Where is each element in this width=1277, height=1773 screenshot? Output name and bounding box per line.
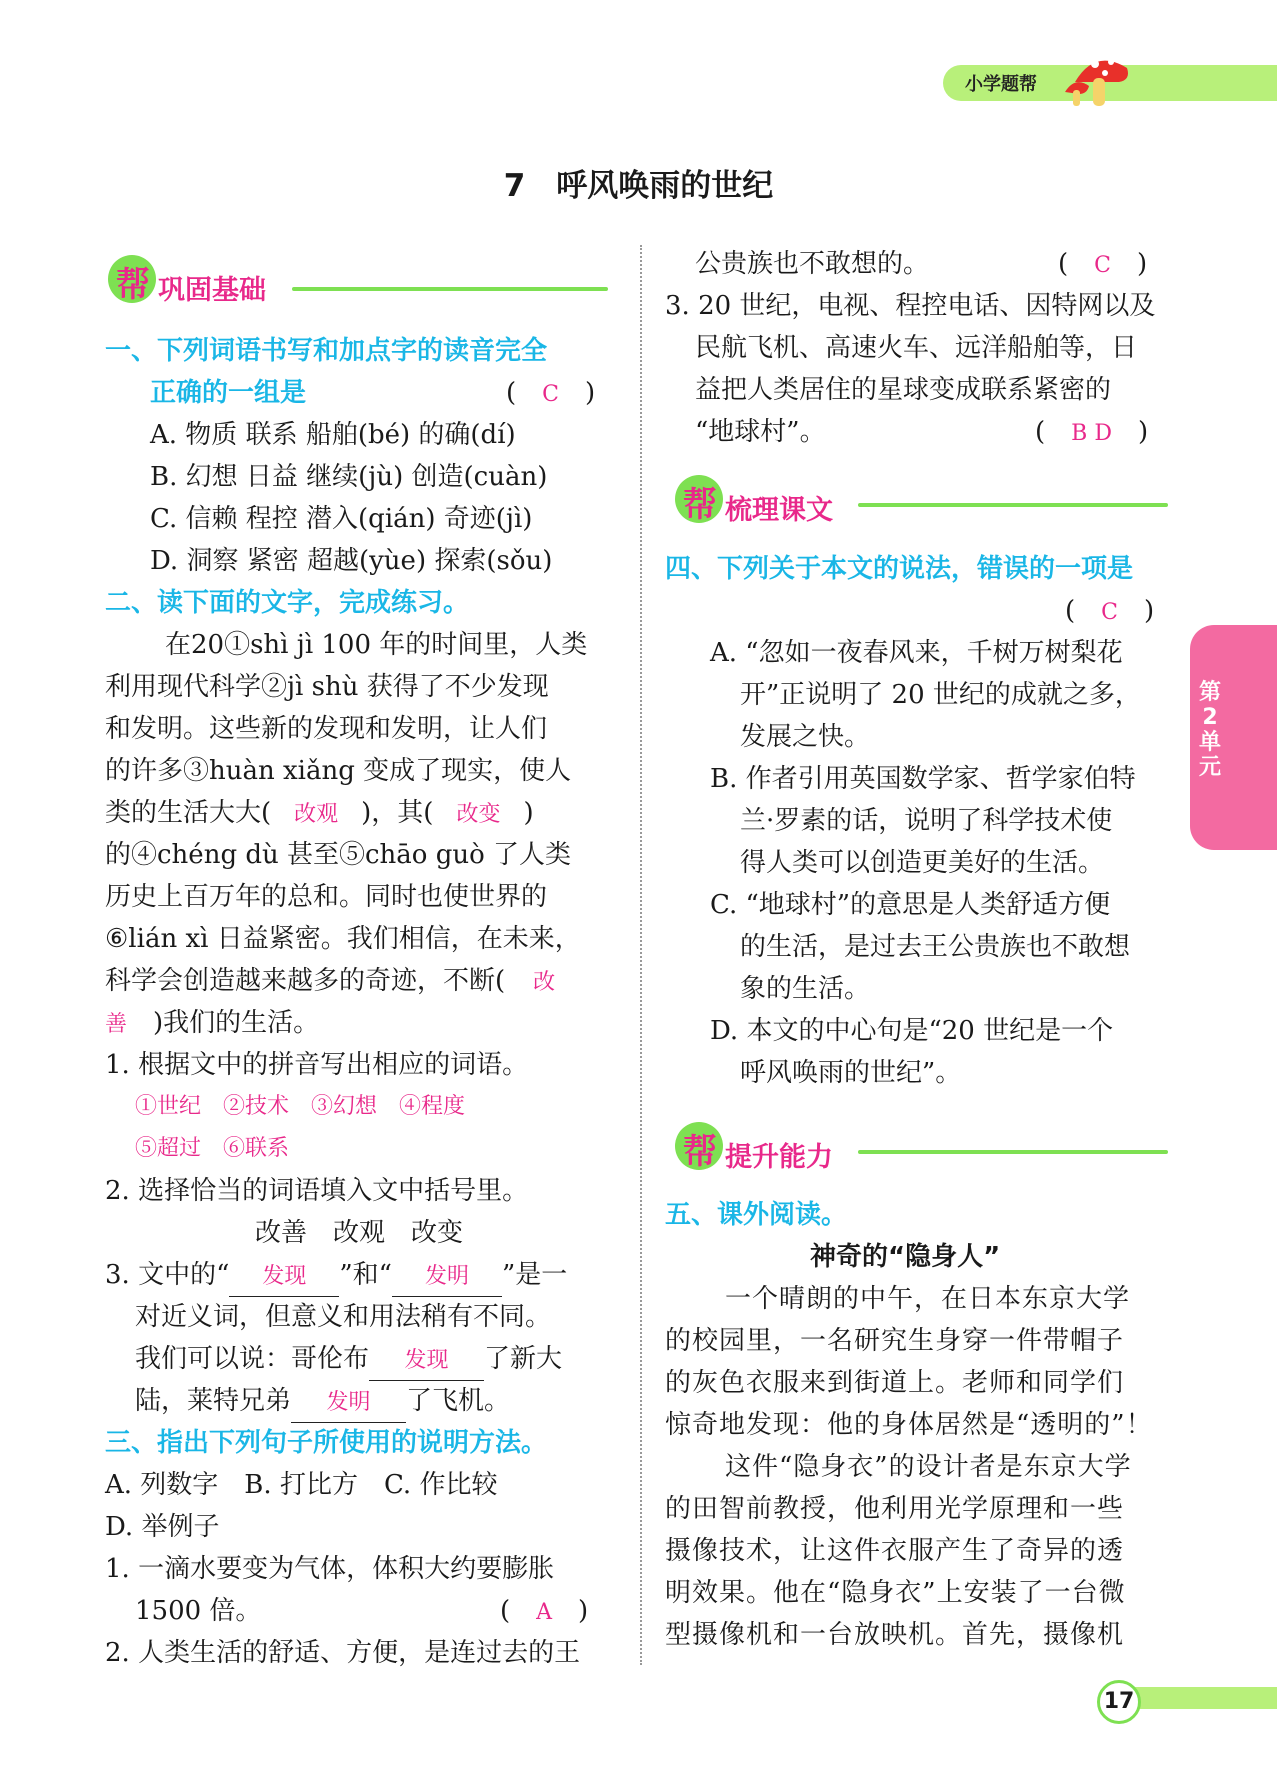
q2-sub3-line: 对近义词，但意义和用法稍有不同。 — [135, 1302, 552, 1332]
reading-line: 这件“隐身衣”的设计者是东京大学 — [725, 1452, 1132, 1482]
answer-paren: ( A ) — [500, 1596, 589, 1626]
q2-sub3-line: 陆，莱特兄弟 发明 了飞机。 — [135, 1382, 510, 1423]
q3-item: 公贵族也不敢想的。 — [695, 249, 930, 279]
q4-option: 呼风唤雨的世纪”。 — [740, 1058, 962, 1088]
passage-line: 利用现代科学②jì shù 获得了不少发现 — [105, 672, 549, 702]
q3-item: 3. 20 世纪，电视、程控电话、因特网以及 — [665, 291, 1156, 321]
section-badge: 帮 — [675, 1122, 723, 1170]
reading-line: 的校园里，一名研究生身穿一件带帽子 — [665, 1326, 1125, 1356]
page-number: 17 — [1097, 1680, 1141, 1724]
q3-options: D. 举例子 — [105, 1512, 220, 1542]
word-choices: 改善 改观 改变 — [255, 1218, 464, 1248]
q1-stem: 一、下列词语书写和加点字的读音完全 — [105, 336, 548, 366]
passage-line: 历史上百万年的总和。同时也使世界的 — [105, 882, 548, 912]
answer-paren: ( C ) — [506, 378, 596, 408]
q3-options: A. 列数字 B. 打比方 C. 作比较 — [105, 1470, 498, 1500]
sub1-answers: ⑤超过 ⑥联系 — [135, 1136, 290, 1161]
q3-item: “地球村”。 — [695, 417, 826, 447]
q4-option: 的生活，是过去王公贵族也不敢想 — [740, 932, 1131, 962]
passage-line: 的许多③huàn xiǎng 变成了现实，使人 — [105, 756, 572, 786]
reading-line: 明效果。他在“隐身衣”上安装了一台微 — [665, 1578, 1126, 1608]
sub1-answers: ①世纪 ②技术 ③幻想 ④程度 — [135, 1094, 466, 1119]
q4-option: 得人类可以创造更美好的生活。 — [740, 848, 1105, 878]
section-title: 提升能力 — [725, 1142, 833, 1173]
q2-sub3-line: 我们可以说：哥伦布 发现 了新大 — [135, 1340, 562, 1381]
section-badge: 帮 — [108, 255, 156, 303]
answer-paren: ( C ) — [1065, 596, 1155, 626]
section-title: 梳理课文 — [725, 495, 833, 526]
page-title: 7 呼风唤雨的世纪 — [503, 168, 774, 204]
reading-line: 的田智前教授，他利用光学原理和一些 — [665, 1494, 1125, 1524]
passage-line: 的④chéng dù 甚至⑤chāo guò 了人类 — [105, 840, 572, 870]
q4-option: 开”正说明了 20 世纪的成就之多， — [740, 680, 1141, 710]
q5-stem: 五、课外阅读。 — [665, 1200, 848, 1230]
answer-paren: ( B D ) — [1035, 417, 1149, 447]
q1-option-c: C. 信赖 程控 潜入(qián) 奇迹(jì) — [150, 504, 533, 534]
q4-option: 象的生活。 — [740, 974, 871, 1004]
reading-title: 神奇的“隐身人” — [810, 1242, 1001, 1272]
q2-sub3: 3. 文中的“ 发现 ”和“ 发明 ”是一 — [105, 1256, 567, 1297]
q1-stem: 正确的一组是 — [150, 378, 307, 408]
reading-line: 型摄像机和一台放映机。首先，摄像机 — [665, 1620, 1125, 1650]
answer-paren: ( C ) — [1058, 249, 1148, 279]
section-line — [858, 503, 1168, 507]
section-badge: 帮 — [675, 475, 723, 523]
q4-option: 发展之快。 — [740, 722, 871, 752]
column-divider — [640, 245, 642, 1665]
q4-option: D. 本文的中心句是“20 世纪是一个 — [710, 1016, 1114, 1046]
q1-option-a: A. 物质 联系 船舶(bé) 的确(dí) — [150, 420, 516, 450]
passage-line: 和发明。这些新的发现和发明，让人们 — [105, 714, 548, 744]
q2-sub1: 1. 根据文中的拼音写出相应的词语。 — [105, 1050, 529, 1080]
q3-item: 2. 人类生活的舒适、方便，是连过去的王 — [105, 1638, 581, 1668]
q4-option: C. “地球村”的意思是人类舒适方便 — [710, 890, 1111, 920]
q2-sub2: 2. 选择恰当的词语填入文中括号里。 — [105, 1176, 529, 1206]
section-line — [292, 287, 608, 291]
q4-option: A. “忽如一夜春风来，千树万树梨花 — [710, 638, 1123, 668]
q1-option-b: B. 幻想 日益 继续(jù) 创造(cuàn) — [150, 462, 548, 492]
q2-stem: 二、读下面的文字，完成练习。 — [105, 588, 470, 618]
q4-stem: 四、下列关于本文的说法，错误的一项是 — [665, 554, 1134, 584]
q3-item: 益把人类居住的星球变成联系紧密的 — [695, 375, 1112, 405]
q4-option: 兰·罗素的话，说明了科学技术使 — [740, 806, 1113, 836]
reading-line: 惊奇地发现：他的身体居然是“透明的”！ — [665, 1410, 1153, 1440]
q3-item: 民航飞机、高速火车、远洋船舶等，日 — [695, 333, 1138, 363]
passage-line: 在20①shì jì 100 年的时间里，人类 — [165, 630, 588, 660]
passage-line: ⑥lián xì 日益紧密。我们相信，在未来， — [105, 924, 581, 954]
reading-line: 的灰色衣服来到街道上。老师和同学们 — [665, 1368, 1125, 1398]
q4-option: B. 作者引用英国数学家、哲学家伯特 — [710, 764, 1136, 794]
q3-item: 1500 倍。 — [135, 1596, 262, 1626]
passage-line: 科学会创造越来越多的奇迹，不断( 改 — [105, 966, 556, 996]
passage-line: 善 )我们的生活。 — [105, 1008, 320, 1038]
unit-tab-label: 第2单元 — [1198, 680, 1221, 780]
page-bar — [1125, 1687, 1277, 1709]
q3-stem: 三、指出下列句子所使用的说明方法。 — [105, 1428, 548, 1458]
mushroom-icon — [1065, 40, 1140, 110]
reading-line: 摄像技术，让这件衣服产生了奇异的透 — [665, 1536, 1125, 1566]
section-title: 巩固基础 — [158, 275, 266, 306]
passage-line: 类的生活大大( 改观 )，其( 改变 ) — [105, 798, 534, 828]
brand-label: 小学题帮 — [965, 74, 1037, 95]
q3-item: 1. 一滴水要变为气体，体积大约要膨胀 — [105, 1554, 555, 1584]
q1-option-d: D. 洞察 紧密 超越(yùe) 探索(sǒu) — [150, 546, 553, 576]
reading-line: 一个晴朗的中午，在日本东京大学 — [725, 1284, 1131, 1314]
section-line — [858, 1150, 1168, 1154]
